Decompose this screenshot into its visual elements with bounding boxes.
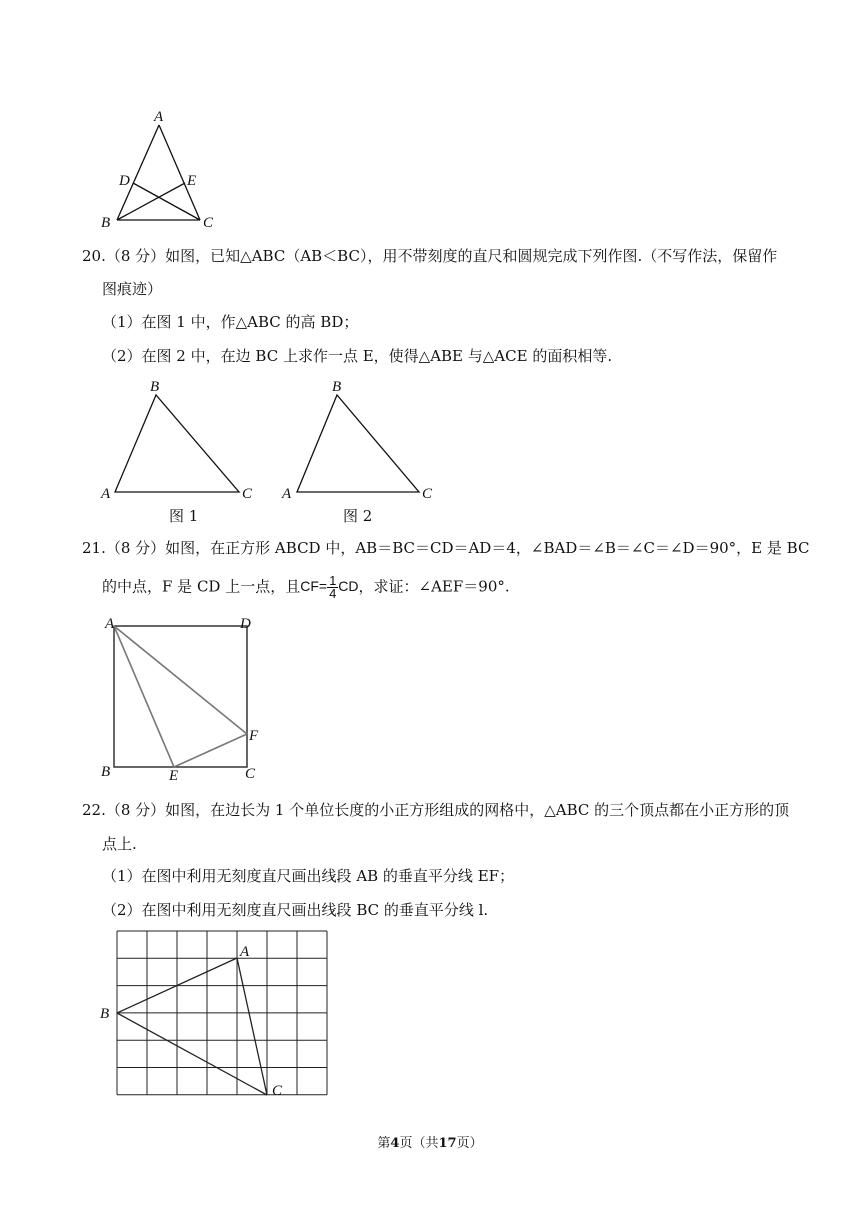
label-b: B [332,379,342,395]
q20-stem-line2: 图痕迹） [102,280,163,298]
caption-fig2: 图 2 [343,507,373,525]
fraction-one-quarter [327,575,338,600]
label-f: F [249,728,259,744]
eq-left: CF= [300,578,328,595]
label-c: C [242,486,253,502]
label-c: C [245,766,256,782]
q21-line2-part-b: ，求证：∠AEF＝90°. [358,577,510,596]
q19-figure [95,105,225,230]
triangle-abc [115,395,239,492]
fraction-denominator: 4 [329,586,337,601]
q20-figure2 [275,372,445,532]
q22-stem-line1: 22.（8 分）如图，在边长为 1 个单位长度的小正方形组成的网格中，△ABC 的三个顶点都在小正方形的顶 [82,801,790,819]
caption-fig1: 图 1 [169,507,199,525]
q21-stem-line1: 21.（8 分）如图，在正方形 ABCD 中，AB＝BC＝CD＝AD＝4，∠BAD＝∠B＝∠C＝∠D＝90°，E 是 BC [82,539,810,557]
footer-page-number: 4 [390,1136,400,1151]
label-d: D [240,616,251,632]
q21-line2-part-a: 的中点，F 是 CD 上一点，且 [102,577,301,596]
segment-bc [117,1013,267,1095]
label-d: D [119,173,130,189]
q20-item2: （2）在图 2 中，在边 BC 上求作一点 E，使得△ABE 与△ACE 的面积相等. [102,347,613,365]
segment-af [114,626,247,734]
segment-ae [114,626,174,767]
footer-prefix: 第 [377,1136,391,1151]
q22-stem-line2: 点上. [102,835,137,853]
label-a: A [240,944,250,960]
square-abcd [114,626,247,767]
q21-figure [95,612,275,784]
label-a: A [105,616,115,632]
eq-right: CD [338,578,359,595]
label-a: A [101,486,111,502]
q22-item2: （2）在图中利用无刻度直尺画出线段 BC 的垂直平分线 l. [102,901,489,919]
label-a: A [154,109,164,125]
equation-cf [300,575,358,600]
label-c: C [422,486,433,502]
page-footer [0,1132,860,1151]
label-e: E [169,768,179,784]
label-a: A [282,486,292,502]
segment-ef [174,734,247,767]
label-b: B [150,379,160,395]
label-e: E [187,173,197,189]
q20-stem-line1: 20.（8 分）如图，已知△ABC（AB＜BC），用不带刻度的直尺和圆规完成下列作图.（不写作法，保留作 [82,247,778,265]
label-b: B [101,764,111,780]
label-b: B [101,215,111,230]
fraction-numerator: 1 [329,573,337,588]
label-b: B [100,1006,110,1022]
label-c: C [272,1083,283,1099]
triangle-abc [297,395,419,492]
q20-item1: （1）在图 1 中，作△ABC 的高 BD； [102,313,359,331]
q21-stem-line2 [102,575,510,600]
footer-total-pages: 17 [438,1136,457,1151]
q22-grid-figure [95,925,335,1100]
q20-figure1 [95,372,265,532]
segment-ac [237,958,267,1095]
label-c: C [203,215,214,230]
footer-suffix: 页） [456,1136,483,1151]
footer-mid: 页（共 [399,1136,439,1151]
q22-item1: （1）在图中利用无刻度直尺画出线段 AB 的垂直平分线 EF； [102,867,515,885]
